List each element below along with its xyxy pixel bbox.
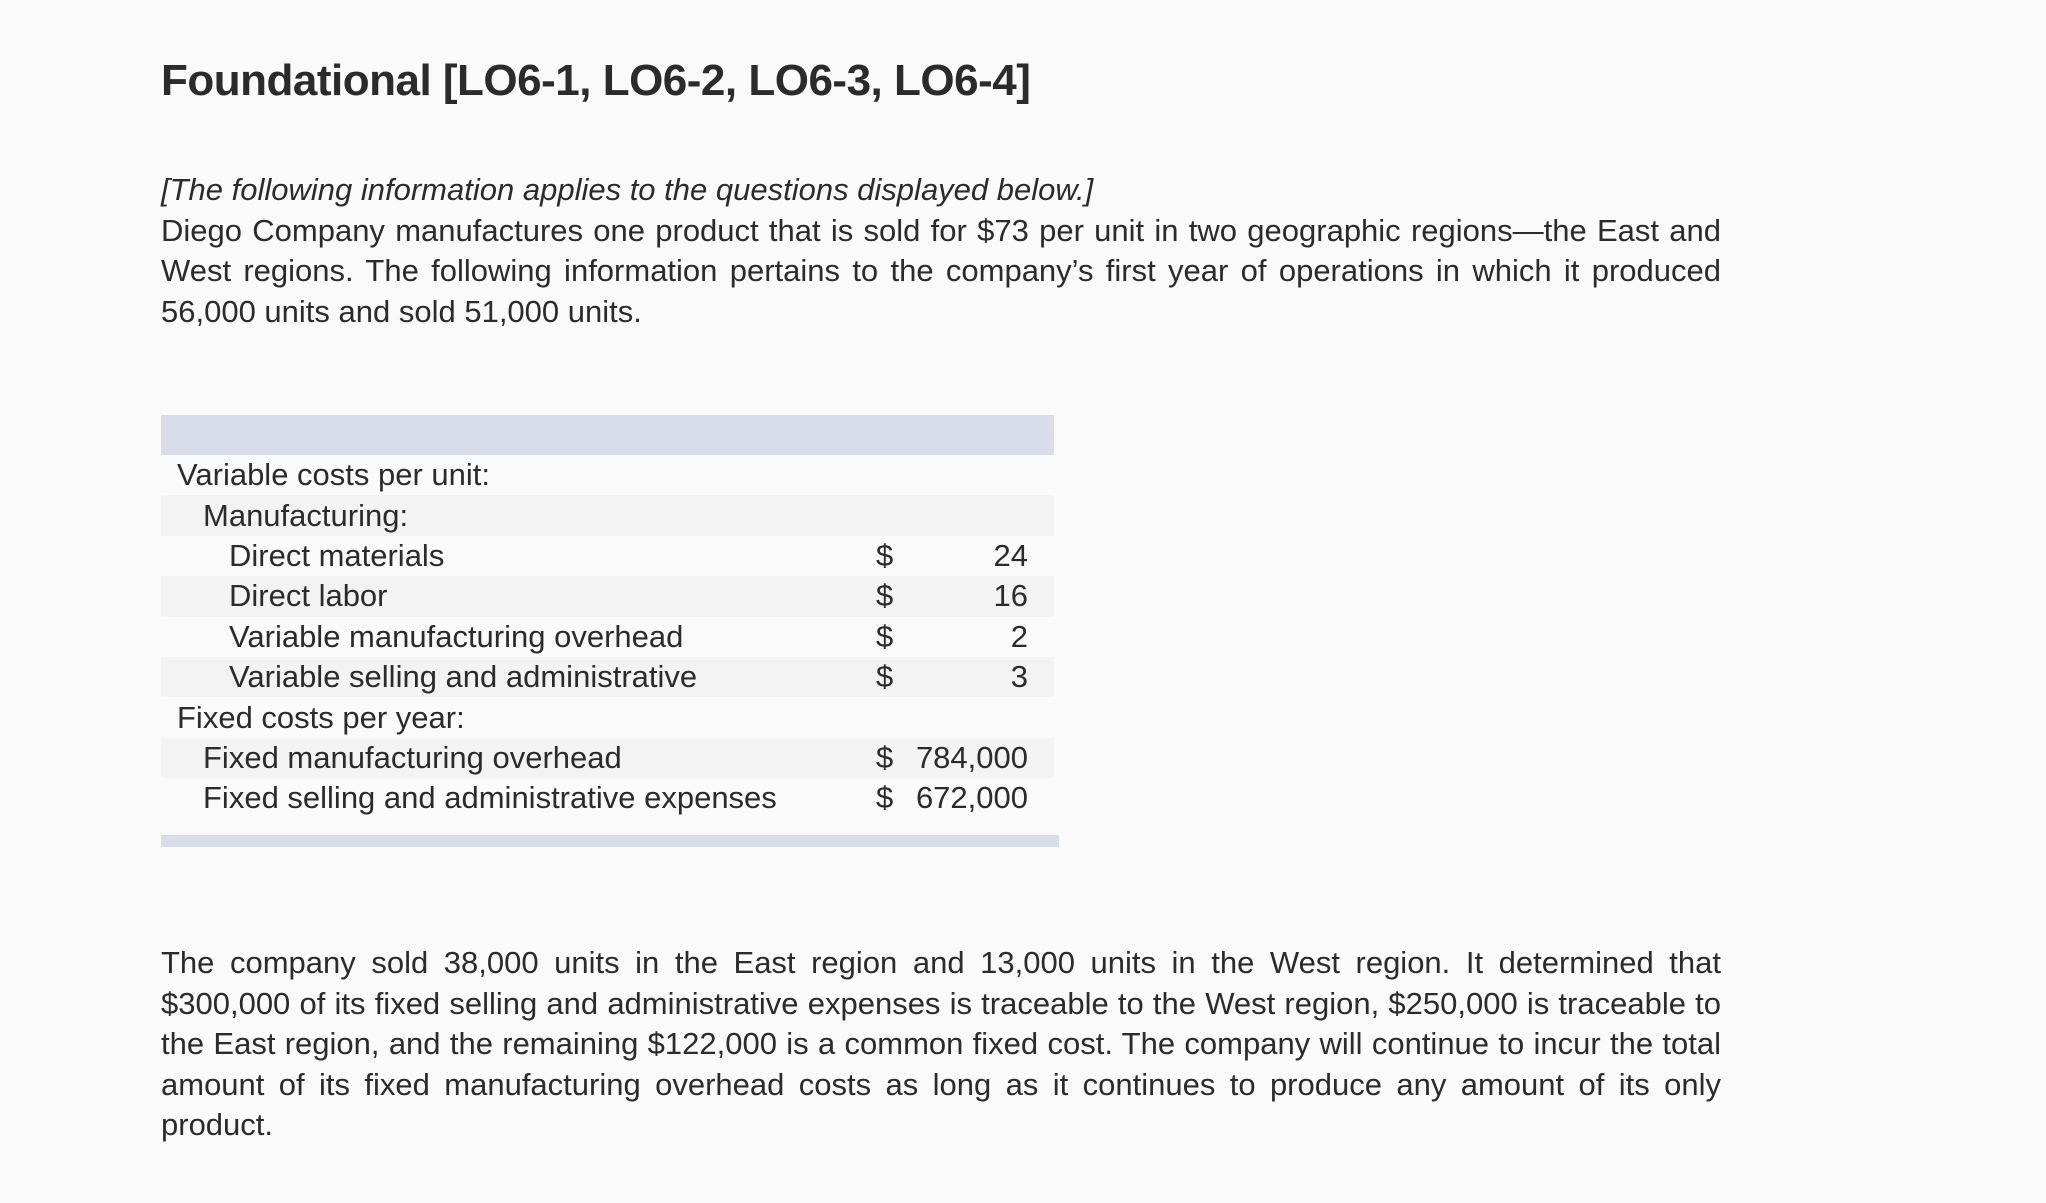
page-title: Foundational [LO6-1, LO6-2, LO6-3, LO6-4] xyxy=(161,56,1031,105)
intro-note: [The following information applies to the questions displayed below.] xyxy=(161,172,1094,207)
row-value: 672,000 xyxy=(915,780,1028,816)
table-row xyxy=(161,455,1054,495)
followup-paragraph: The company sold 38,000 units in the East region and 13,000 units in the West region. It determined that $300,000 of its fixed selling and administrative expenses is traceable to the West region, $250,000 is traceable to the East region, and the remaining $122,000 is a common fixed cost. The company will continue to incur the total amount of its fixed manufacturing overhead costs as long as it continues to produce any amount of its only product. xyxy=(161,945,1721,1142)
currency-symbol: $ xyxy=(875,780,894,816)
table-row xyxy=(161,617,1054,657)
table-row xyxy=(161,536,1054,576)
table-footer-bar xyxy=(161,835,1059,847)
currency-symbol: $ xyxy=(875,537,894,573)
cost-table xyxy=(161,415,1059,847)
table-row xyxy=(161,576,1054,616)
row-label: Direct labor xyxy=(161,576,876,616)
cost-table-body xyxy=(161,455,1054,819)
row-label: Fixed selling and administrative expenses xyxy=(203,780,777,816)
table-row xyxy=(161,738,1054,778)
currency-symbol: $ xyxy=(876,657,916,697)
currency-symbol: $ xyxy=(876,738,916,778)
row-value: 2 xyxy=(1010,618,1028,654)
variable-costs-heading: Variable costs per unit: xyxy=(177,457,491,493)
table-row xyxy=(161,778,1054,818)
row-label: Variable manufacturing overhead xyxy=(229,618,684,654)
row-value: 3 xyxy=(916,657,1054,697)
row-label: Direct materials xyxy=(229,537,445,573)
row-value: 16 xyxy=(916,576,1054,616)
row-label: Variable selling and administrative xyxy=(161,657,876,697)
table-row xyxy=(161,657,1054,697)
intro-paragraph xyxy=(161,170,1721,332)
row-value: 784,000 xyxy=(916,738,1054,778)
fixed-costs-heading: Fixed costs per year: xyxy=(177,699,465,735)
manufacturing-heading: Manufacturing: xyxy=(161,495,1054,535)
currency-symbol: $ xyxy=(876,576,916,616)
table-row xyxy=(161,697,1054,737)
table-header-bar xyxy=(161,415,1054,455)
row-value: 24 xyxy=(993,537,1028,573)
currency-symbol: $ xyxy=(875,618,894,654)
row-label: Fixed manufacturing overhead xyxy=(161,738,876,778)
intro-text: Diego Company manufactures one product that is sold for $73 per unit in two geographic regions—the East and West regions. The following information pertains to the company’s first year of operations in which it produced 56,000 units and sold 51,000 units. xyxy=(161,212,1721,329)
table-row xyxy=(161,495,1054,535)
